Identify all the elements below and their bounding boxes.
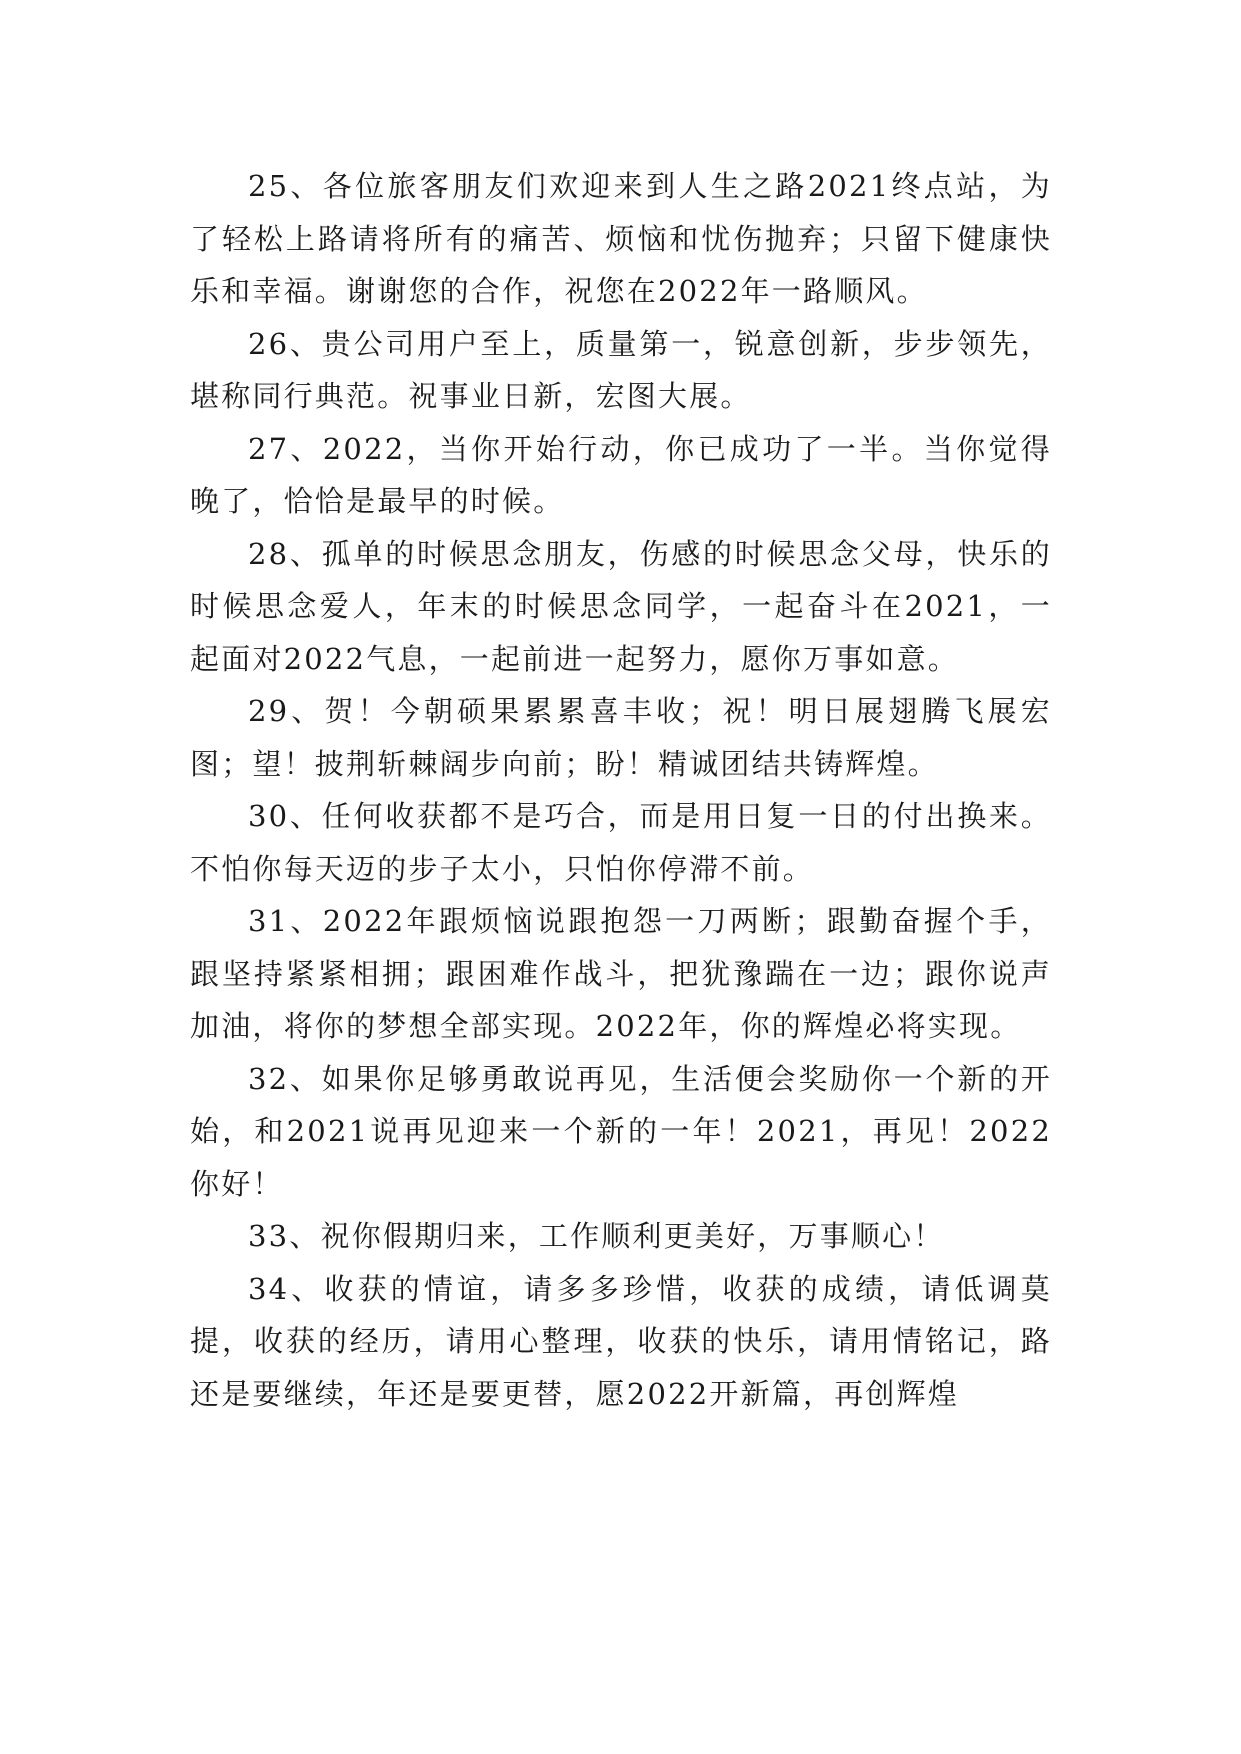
document-body <box>190 160 1052 1420</box>
paragraph-26: 26、贵公司用户至上，质量第一，锐意创新，步步领先，堪称同行典范。祝事业日新，宏图大展。 <box>190 326 1052 413</box>
paragraph-25: 25、各位旅客朋友们欢迎来到人生之路2021终点站，为了轻松上路请将所有的痛苦、烦恼和忧伤抛弃；只留下健康快乐和幸福。谢谢您的合作，祝您在2022年一路顺风。 <box>190 169 1052 308</box>
paragraph-29: 29、贺！今朝硕果累累喜丰收；祝！明日展翅腾飞展宏图；望！披荆斩棘阔步向前；盼！精诚团结共铸辉煌。 <box>190 694 1052 781</box>
paragraph-34: 34、收获的情谊，请多多珍惜，收获的成绩，请低调莫提，收获的经历，请用心整理，收获的快乐，请用情铭记，路还是要继续，年还是要更替，愿2022开新篇，再创辉煌 <box>190 1271 1052 1411</box>
paragraph-31: 31、2022年跟烦恼说跟抱怨一刀两断；跟勤奋握个手，跟坚持紧紧相拥；跟困难作战斗，把犹豫踹在一边；跟你说声加油，将你的梦想全部实现。2022年，你的辉煌必将实现。 <box>190 904 1052 1043</box>
paragraph-27: 27、2022，当你开始行动，你已成功了一半。当你觉得晚了，恰恰是最早的时候。 <box>190 431 1052 518</box>
paragraph-30: 30、任何收获都不是巧合，而是用日复一日的付出换来。不怕你每天迈的步子太小，只怕你停滞不前。 <box>190 799 1052 886</box>
paragraph-32: 32、如果你足够勇敢说再见，生活便会奖励你一个新的开始，和2021说再见迎来一个新的一年！2021，再见！2022你好！ <box>190 1061 1052 1201</box>
paragraph-28: 28、孤单的时候思念朋友，伤感的时候思念父母，快乐的时候思念爱人，年末的时候思念同学，一起奋斗在2021，一起面对2022气息，一起前进一起努力，愿你万事如意。 <box>190 536 1052 676</box>
paragraph-33: 33、祝你假期归来，工作顺利更美好，万事顺心！ <box>248 1219 945 1253</box>
